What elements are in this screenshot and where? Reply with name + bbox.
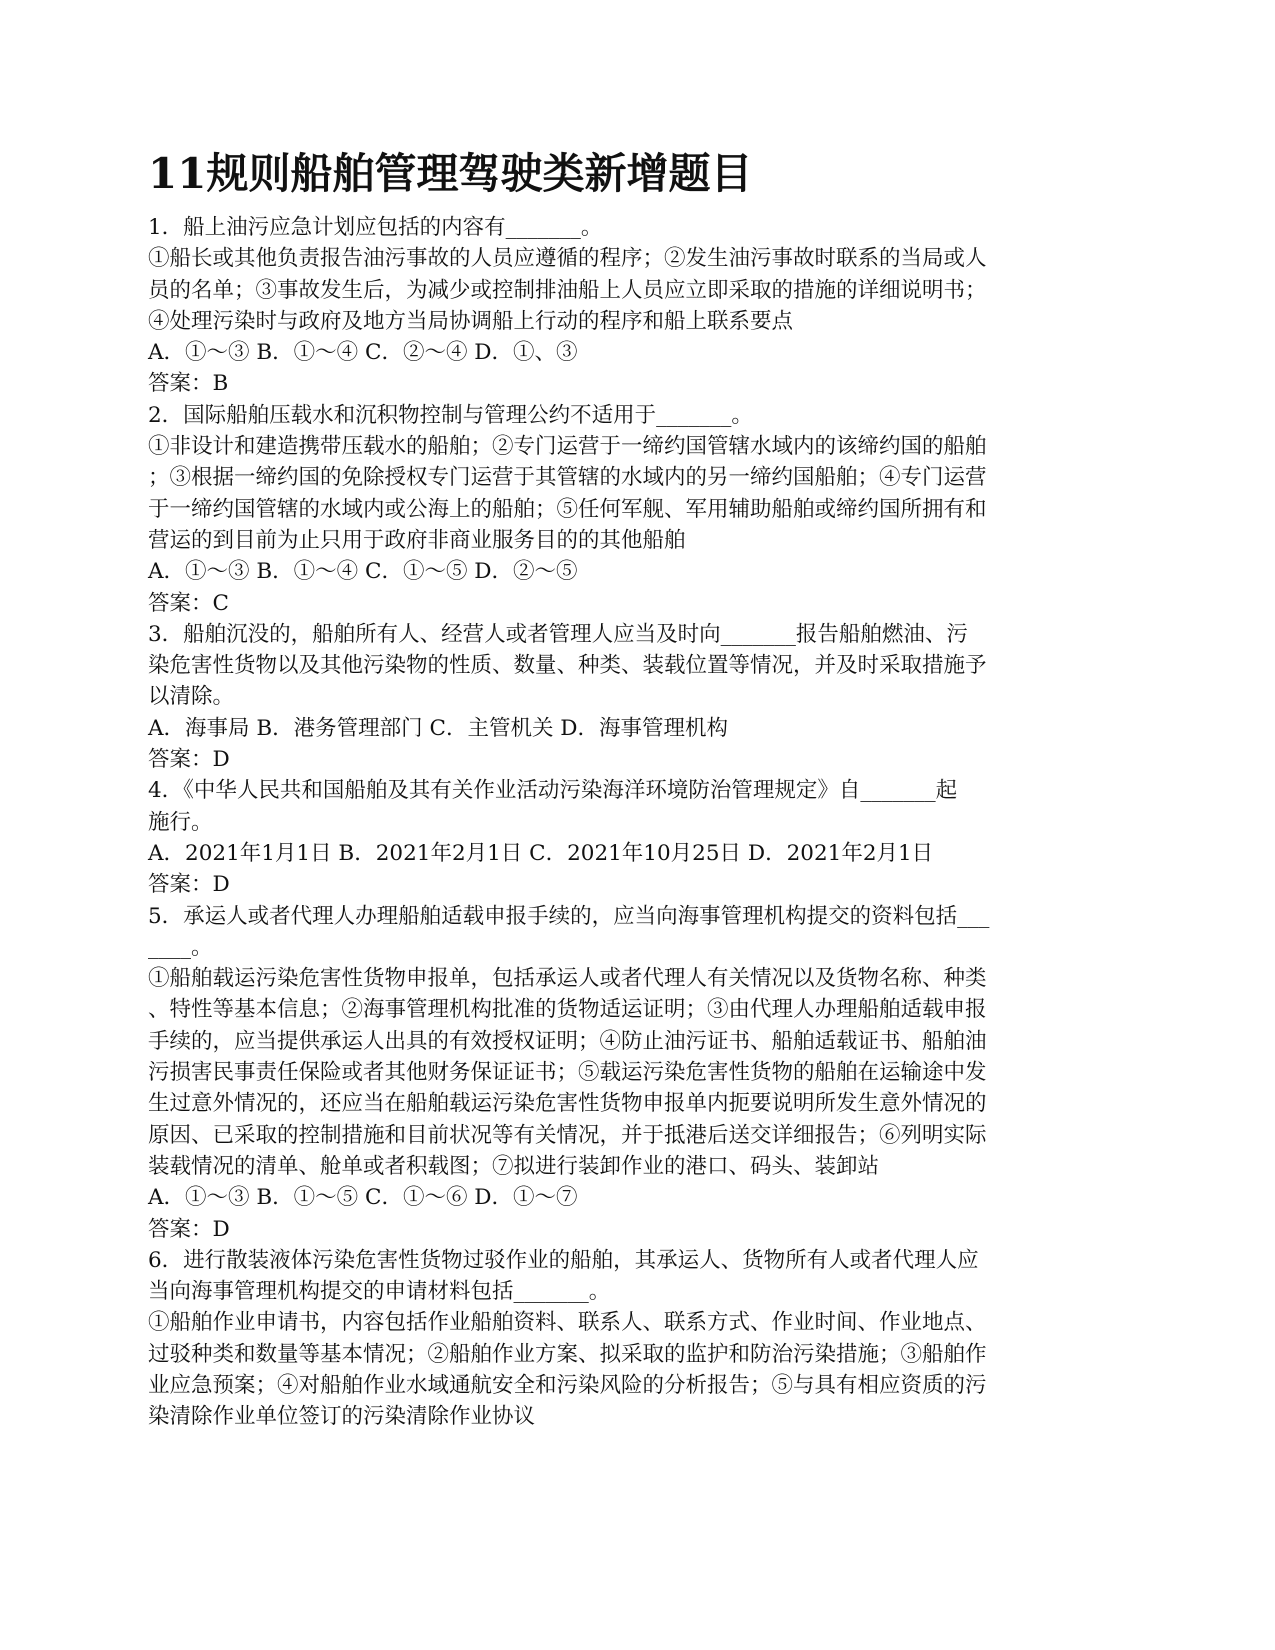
question-text-line: 5．承运人或者代理人办理船舶适载申报手续的，应当向海事管理机构提交的资料包括___ (148, 903, 990, 929)
answer-options: A．①～③ B．①～④ C．①～⑤ D．②～⑤ (148, 559, 578, 585)
question-text-line: 生过意外情况的，还应当在船舶载运污染危害性货物申报单内扼要说明所发生意外情况的 (148, 1091, 987, 1117)
question-text-line: ；③根据一缔约国的免除授权专门运营于其管辖的水域内的另一缔约国船舶；④专门运营 (148, 465, 987, 491)
question-text-line: 染清除作业单位签订的污染清除作业协议 (148, 1404, 536, 1430)
page-title: 11规则船舶管理驾驶类新增题目 (148, 149, 753, 198)
question-text-line: 以清除。 (148, 684, 235, 710)
answer-key: 答案：B (148, 371, 229, 397)
question-text-line: ④处理污染时与政府及地方当局协调船上行动的程序和船上联系要点 (148, 308, 794, 334)
question-2 (148, 400, 1128, 619)
answer-options: A．①～③ B．①～⑤ C．①～⑥ D．①～⑦ (148, 1185, 578, 1211)
answer-options: A．①～③ B．①～④ C．②～④ D．①、③ (148, 340, 578, 366)
answer-key: 答案：C (148, 590, 229, 616)
question-text-line: 1．船上油污应急计划应包括的内容有_______。 (148, 215, 603, 240)
question-text-line: ____。 (148, 934, 213, 960)
question-text-line: 3．船舶沉没的，船舶所有人、经营人或者管理人应当及时向_______报告船舶燃油、污 (148, 621, 968, 647)
question-text-line: 员的名单；③事故发生后，为减少或控制排油船上人员应立即采取的措施的详细说明书； (148, 277, 987, 303)
answer-key: 答案：D (148, 747, 230, 773)
question-text-line: 施行。 (148, 809, 213, 835)
question-text-line: ①非设计和建造携带压载水的船舶；②专门运营于一缔约国管辖水域内的该缔约国的船舶 (148, 434, 987, 460)
question-text-line: 过驳种类和数量等基本情况；②船舶作业方案、拟采取的监护和防治污染措施；③船舶作 (148, 1341, 987, 1367)
question-text-line: 染危害性货物以及其他污染物的性质、数量、种类、装载位置等情况，并及时采取措施予 (148, 653, 987, 679)
question-text-line: 6．进行散装液体污染危害性货物过驳作业的船舶，其承运人、货物所有人或者代理人应 (148, 1247, 979, 1273)
question-text-line: 4．《中华人民共和国船舶及其有关作业活动污染海洋环境防治管理规定》自_______起 (148, 778, 958, 804)
question-5 (148, 901, 1128, 1245)
question-text-line: 手续的，应当提供承运人出具的有效授权证明；④防止油污证书、船舶适载证书、船舶油 (148, 1028, 987, 1054)
answer-options: A．海事局 B．港务管理部门 C．主管机关 D．海事管理机构 (148, 715, 729, 741)
question-text-line: ①船舶载运污染危害性货物申报单，包括承运人或者代理人有关情况以及货物名称、种类 (148, 966, 987, 992)
question-text-line: 装载情况的清单、舱单或者积载图；⑦拟进行装卸作业的港口、码头、装卸站 (148, 1153, 880, 1179)
answer-options: A．2021年1月1日 B．2021年2月1日 C．2021年10月25日 D．2021年2月1日 (148, 840, 934, 866)
question-text-line: 、特性等基本信息；②海事管理机构批准的货物适运证明；③由代理人办理船舶适载申报 (148, 997, 987, 1023)
question-4 (148, 775, 1128, 900)
question-text-line: 业应急预案；④对船舶作业水域通航安全和污染风险的分析报告；⑤与具有相应资质的污 (148, 1372, 987, 1398)
question-text-line: ①船长或其他负责报告油污事故的人员应遵循的程序；②发生油污事故时联系的当局或人 (148, 246, 987, 272)
question-text-line: 原因、已采取的控制措施和目前状况等有关情况，并于抵港后送交详细报告；⑥列明实际 (148, 1122, 987, 1148)
question-text-line: 当向海事管理机构提交的申请材料包括_______。 (148, 1279, 611, 1305)
answer-key: 答案：D (148, 872, 230, 898)
question-text-line: 2．国际船舶压载水和沉积物控制与管理公约不适用于_______。 (148, 402, 753, 428)
question-text-line: 污损害民事责任保险或者其他财务保证证书；⑤载运污染危害性货物的船舶在运输途中发 (148, 1060, 987, 1086)
question-text-line: 于一缔约国管辖的水域内或公海上的船舶；⑤任何军舰、军用辅助船舶或缔约国所拥有和 (148, 496, 987, 522)
question-6 (148, 1245, 1128, 1433)
question-text-line: 营运的到目前为止只用于政府非商业服务目的的其他船舶 (148, 527, 686, 553)
question-text-line: ①船舶作业申请书，内容包括作业船舶资料、联系人、联系方式、作业时间、作业地点、 (148, 1310, 987, 1336)
question-3 (148, 619, 1128, 775)
answer-key: 答案：D (148, 1216, 230, 1242)
document-page (148, 146, 1128, 1433)
question-1 (148, 212, 1128, 400)
